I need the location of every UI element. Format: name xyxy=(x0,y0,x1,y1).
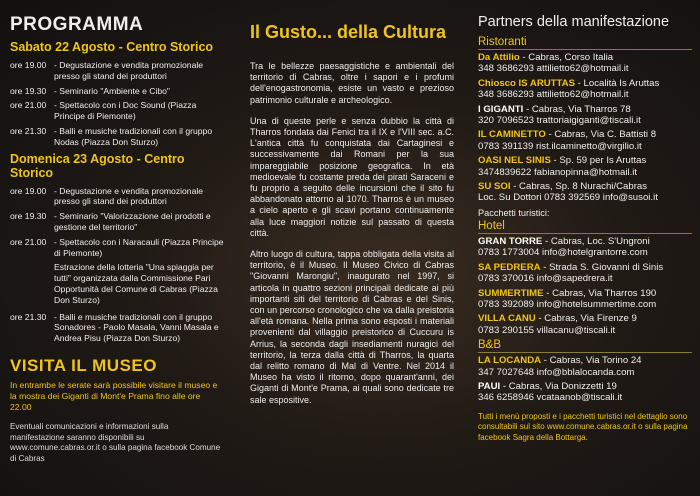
list-item: VILLA CANU - Cabras, Via Firenze 9 0783 290155 villacanu@tiscali.it xyxy=(478,313,637,336)
gusto-column xyxy=(232,0,464,496)
day1-heading: Sabato 22 Agosto - Centro Storico xyxy=(10,40,214,54)
list-item: SU SOI - Cabras, Sp. 8 Nurachi/Cabras Loc. Su Dottori 0783 392569 info@susoi.it xyxy=(478,181,658,204)
partners-title: Partners della manifestazione xyxy=(478,14,670,30)
partners-column xyxy=(464,0,700,496)
list-item: Chiosco IS ARUTTAS - Località Is Aruttas 348 3686293 attilietto62@hotmail.it xyxy=(478,77,660,101)
lotteria-text: Estrazione della lotteria "Una spiaggia per tutti" organizzata dalla Commissione Pari Opportunità del Comune di Cabras (Piazza Don Sturzo) xyxy=(54,262,218,305)
event-row: ore 19.00 - Degustazione e vendita promozionale presso gli stand dei produttori xyxy=(10,60,204,81)
event-row: ore 21.00 - Spettacolo con i Naracauli (Piazza Principe di Piemonte) xyxy=(10,236,224,258)
programma-column xyxy=(0,0,232,496)
hotel-heading: Hotel xyxy=(478,220,692,234)
gusto-paragraph: Una di queste perle e senza dubbio la città di Tharros fondata dai Fenici tra il IX e l'VIII sec. a.C. L'antica città fu conquistata dai Cartaginesi e successivamente dai Romani per la sua impareggiabile posizione geografica. In età medioevale fu costante preda dei pirati Saraceni e fu proprio a seguito delle incursioni che il sito fu abbandonato attorno al 1070. Tharros è un museo a cielo aperto e gli scavi portano continuamente alla luce maggiori notizie sul passato di questa città. xyxy=(250,115,454,238)
list-item: IL CAMINETTO - Cabras, Via C. Battisti 8 0783 391139 rist.ilcaminetto@virgilio.it xyxy=(478,129,657,152)
gusto-paragraph: Altro luogo di cultura, tappa obbligata della visita al territorio, è il Museo. Il Museo Civico di Cabras "Giovanni Marongiu", inaugurato nel 1997, si articola in quattro sezioni principali dedicate ai più importanti siti del territorio di Cabras e del Sinis, con un percorso cronologico che va dalla preistoria all'età romana. Nella prima sono esposti i materiali provenienti dal villaggio preistorico di Cuccuru is Arrius, la seconda dagli insediamenti nuragici del territorio, la terza dalla città di Tharros, la quarta dal relitto romano di Mal di Ventre. Nel 2014 il Museo ha visto il ritorno, dopo quarant'anni, dei Giganti di Mont'e Prama, ai quali sono dedicate tre sale espositive. xyxy=(250,249,454,405)
partners-note: Tutti i menù proposti e i pacchetti turistici nel dettaglio sono consultabili sul sito www.comune.cabras.or.it o sulla pagina facebook Sagra della Bottarga. xyxy=(478,411,688,442)
event-row: ore 21.30 - Balli e musiche tradizionali con il gruppo Nodas (Piazza Don Sturzo) xyxy=(10,125,213,147)
gusto-paragraph: Tra le bellezze paesaggistiche e ambientali del territorio di Cabras, oltre i sapori e i profumi dell'enogastronomia, esiste un vasto e prezioso patrimonio culturale e archeologico. xyxy=(250,61,454,105)
day2-heading: Domenica 23 Agosto - Centro Storico xyxy=(10,151,185,180)
museo-text: In entrambe le serate sarà possibile visitare il museo e la mostra dei Giganti di Mont'e Prama fino alle ore 22.00 xyxy=(10,379,218,412)
day1-events xyxy=(10,60,224,148)
list-item: LA LOCANDA - Cabras, Via Torino 24 347 7027648 info@bblalocanda.com xyxy=(478,355,642,378)
list-item: PAUI - Cabras, Via Donizzetti 19 346 6258946 vcataanob@tiscali.it xyxy=(478,380,623,404)
event-row: ore 21.30 - Balli e musiche tradizionali con il gruppo Sonadores - Paolo Masala, Vanni Masala e Andrea Pisu (Piazza Don Sturzo) xyxy=(10,311,219,344)
gusto-title: Il Gusto... della Cultura xyxy=(250,22,447,42)
museo-title: VISITA IL MUSEO xyxy=(10,355,157,375)
list-item: OASI NEL SINIS - Sp. 59 per Is Aruttas 3474839622 fabianopinna@hotmail.it xyxy=(478,155,647,178)
programma-title: PROGRAMMA xyxy=(10,14,144,35)
event-row: ore 19.30 - Seminario "Valorizzazione dei prodotti e gestione del territorio" xyxy=(10,211,211,232)
list-item: SA PEDRERA - Strada S. Giovanni di Sinis 0783 370016 info@sapedrera.it xyxy=(478,261,664,285)
bb-heading: B&B xyxy=(478,339,692,353)
footer-info: Eventuali comunicazioni e informazioni sulla manifestazione saranno disponibili su www.comune.cabras.or.it o sulla pagina facebook Comune di Cabras xyxy=(10,422,221,463)
list-item: I GIGANTI - Cabras, Via Tharros 78 320 7096523 trattoriaigiganti@tiscali.it xyxy=(478,103,641,127)
list-item: Da Attilio - Cabras, Corso Italia 348 3686293 attilietto62@hotmail.it xyxy=(478,52,629,75)
event-row: ore 19.00 - Degustazione e vendita promozionale presso gli stand dei produttori xyxy=(10,185,204,207)
pacchetti-label: Pacchetti turistici: xyxy=(478,207,550,218)
event-row: ore 19.30 - Seminario "Ambiente e Cibo" xyxy=(10,85,170,96)
list-item: GRAN TORRE - Cabras, Loc. S'Ungroni 0783 1773004 info@hotelgrantorre.com xyxy=(478,235,650,259)
ristoranti-heading: Ristoranti xyxy=(478,36,692,50)
day2-events xyxy=(10,186,224,344)
list-item: SUMMERTIME - Cabras, Via Tharros 190 0783 392089 info@hotelsummertime.com xyxy=(478,287,657,310)
event-row: ore 21.00 - Spettacolo con i Doc Sound (Piazza Principe di Piemonte) xyxy=(10,100,197,122)
